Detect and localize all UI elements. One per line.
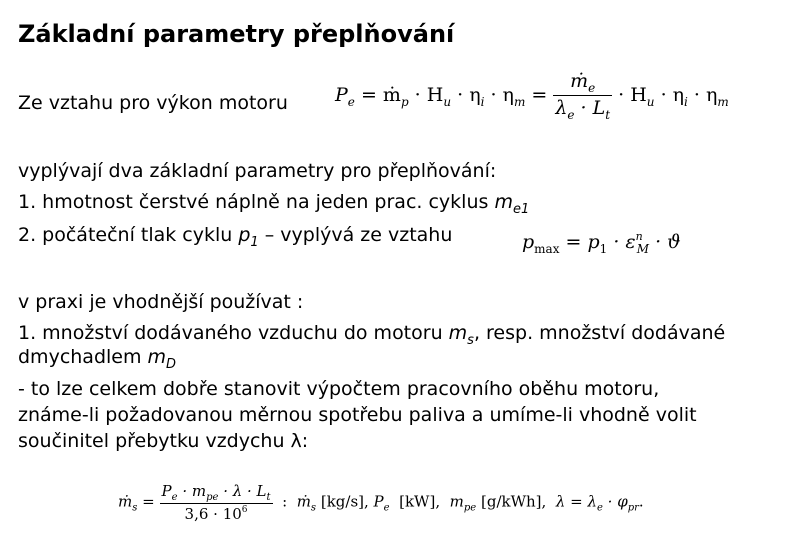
- item-2: [18, 224, 452, 250]
- eq1-tail1-sub: u: [646, 95, 655, 109]
- item-3-line-1: [18, 322, 725, 348]
- eq1-part3: · η: [457, 84, 481, 106]
- eq3-u4: λ = λ: [555, 492, 597, 511]
- item-3-text-b: , resp. množství dodávané: [473, 322, 726, 344]
- eq2-eps-sup: n: [635, 230, 643, 243]
- item-2-var-sub: 1: [250, 235, 259, 250]
- eq3-u1: ṁ: [296, 492, 311, 511]
- item-3-var-1-sub: s: [467, 333, 474, 348]
- eq3-u3-unit: [g/kWh],: [480, 492, 547, 511]
- eq3-frac-den: [160, 503, 273, 523]
- item-3-text-c: dmychadlem: [18, 346, 148, 368]
- air-mass-equation: [118, 482, 644, 523]
- eq1-part2-sub: u: [443, 95, 452, 109]
- eq1-lhs-sub: e: [347, 95, 355, 109]
- eq1-frac-num: [553, 70, 612, 95]
- page-title: Základní parametry přeplňování: [18, 20, 455, 48]
- eq3-sep: :: [282, 492, 288, 511]
- eq3-u4-sub: e: [596, 502, 603, 514]
- item-3-var-1: m: [448, 322, 468, 344]
- eq2-eq: = p: [565, 231, 600, 253]
- eq3-num: P: [161, 482, 172, 500]
- eq3-lhs-sub: s: [132, 502, 138, 514]
- eq2-p-sub: 1: [599, 242, 608, 256]
- eq3-u1-sub: s: [310, 502, 317, 514]
- para-line-2: známe-li požadovanou měrnou spotřebu paliva a umíme-li vhodně volit: [18, 404, 697, 426]
- eq1-frac-den-b: · L: [580, 97, 606, 119]
- power-equation: [335, 70, 729, 122]
- intro-text: Ze vztahu pro výkon motoru: [18, 92, 288, 114]
- eq3-num-b-sub: pe: [206, 492, 219, 503]
- eq3-lhs: ṁ: [118, 492, 133, 511]
- item-2-text: 2. počáteční tlak cyklu: [18, 224, 239, 246]
- eq1-frac-den-b-sub: t: [605, 108, 611, 122]
- eq3-den-sup: 6: [241, 505, 248, 515]
- eq3-u1-unit: [kg/s],: [320, 492, 369, 511]
- eq2-eps-sub: M: [636, 242, 650, 256]
- eq3-num-b: · m: [182, 482, 207, 500]
- eq2-lhs: p: [522, 231, 535, 253]
- eq1-part2: · H: [414, 84, 444, 106]
- item-1: [18, 191, 529, 217]
- eq1-tail1: · H: [618, 84, 647, 106]
- eq3-num-sub: e: [171, 492, 178, 503]
- eq3-u3-sub: pe: [463, 502, 477, 514]
- item-2-var: p: [238, 224, 251, 246]
- eq3-u4-b-sub: pr: [627, 502, 639, 514]
- para-line-1: - to lze celkem dobře stanovit výpočtem pracovního oběhu motoru,: [18, 378, 660, 400]
- eq2-lhs-sub: max: [534, 242, 560, 256]
- item-3-line-2: [18, 346, 176, 372]
- eq2-dot1: · ε: [613, 231, 636, 253]
- eq3-u3: m: [449, 492, 464, 511]
- eq1-tail2: · η: [660, 84, 685, 106]
- eq3-u2: P: [373, 492, 384, 511]
- item-3-text-a: 1. množství dodávaného vzduchu do motoru: [18, 322, 449, 344]
- eq1-frac-den-a: λ: [555, 97, 568, 119]
- eq3-u2-sub: e: [383, 502, 390, 514]
- eq1-lhs: P: [335, 84, 348, 106]
- item-1-text: 1. hmotnost čerstvé náplně na jeden prac. cyklus: [18, 191, 495, 213]
- eq1-frac-den-a-sub: e: [567, 108, 575, 122]
- eq3-u4-b: · φ: [607, 492, 628, 511]
- eq1-fraction: [553, 70, 612, 122]
- item-3-var-2-sub: D: [166, 357, 177, 372]
- eq1-part4-sub: m: [513, 95, 526, 109]
- eq3-frac-num: [160, 482, 273, 503]
- eq1-frac-num-sub: e: [588, 81, 596, 95]
- eq1-part1: = ṁ: [360, 84, 401, 106]
- eq1-part3-sub: i: [480, 95, 485, 109]
- eq1-tail3-sub: m: [717, 95, 729, 109]
- params-intro: vyplývají dva základní parametry pro přeplňování:: [18, 160, 497, 182]
- item-3-var-2: m: [147, 346, 167, 368]
- item-1-var: m: [494, 191, 513, 213]
- eq3-eq: =: [142, 492, 155, 511]
- eq1-part1-sub: p: [400, 95, 409, 109]
- practice-intro: v praxi je vhodnější používat :: [18, 291, 304, 313]
- item-1-var-sub: e1: [512, 202, 530, 217]
- eq3-u4-end: .: [638, 492, 644, 511]
- eq3-den: 3,6 · 10: [184, 505, 242, 523]
- eq1-equals: =: [531, 84, 548, 106]
- pressure-equation: [522, 230, 681, 256]
- eq1-frac-den: [553, 95, 612, 122]
- eq1-tail3: · η: [693, 84, 718, 106]
- eq3-fraction: [160, 482, 273, 523]
- eq3-u2-unit: [kW],: [399, 492, 441, 511]
- eq2-dot2: · ϑ: [655, 231, 681, 253]
- eq3-num-c: · λ · L: [223, 482, 267, 500]
- eq1-part4: · η: [490, 84, 514, 106]
- item-2-rest: – vyplývá ze vztahu: [258, 224, 453, 246]
- eq3-num-c-sub: t: [266, 492, 271, 503]
- eq1-frac-num-var: ṁ: [570, 70, 589, 92]
- eq1-tail2-sub: i: [684, 95, 688, 109]
- para-line-3: součinitel přebytku vzdychu λ:: [18, 430, 309, 452]
